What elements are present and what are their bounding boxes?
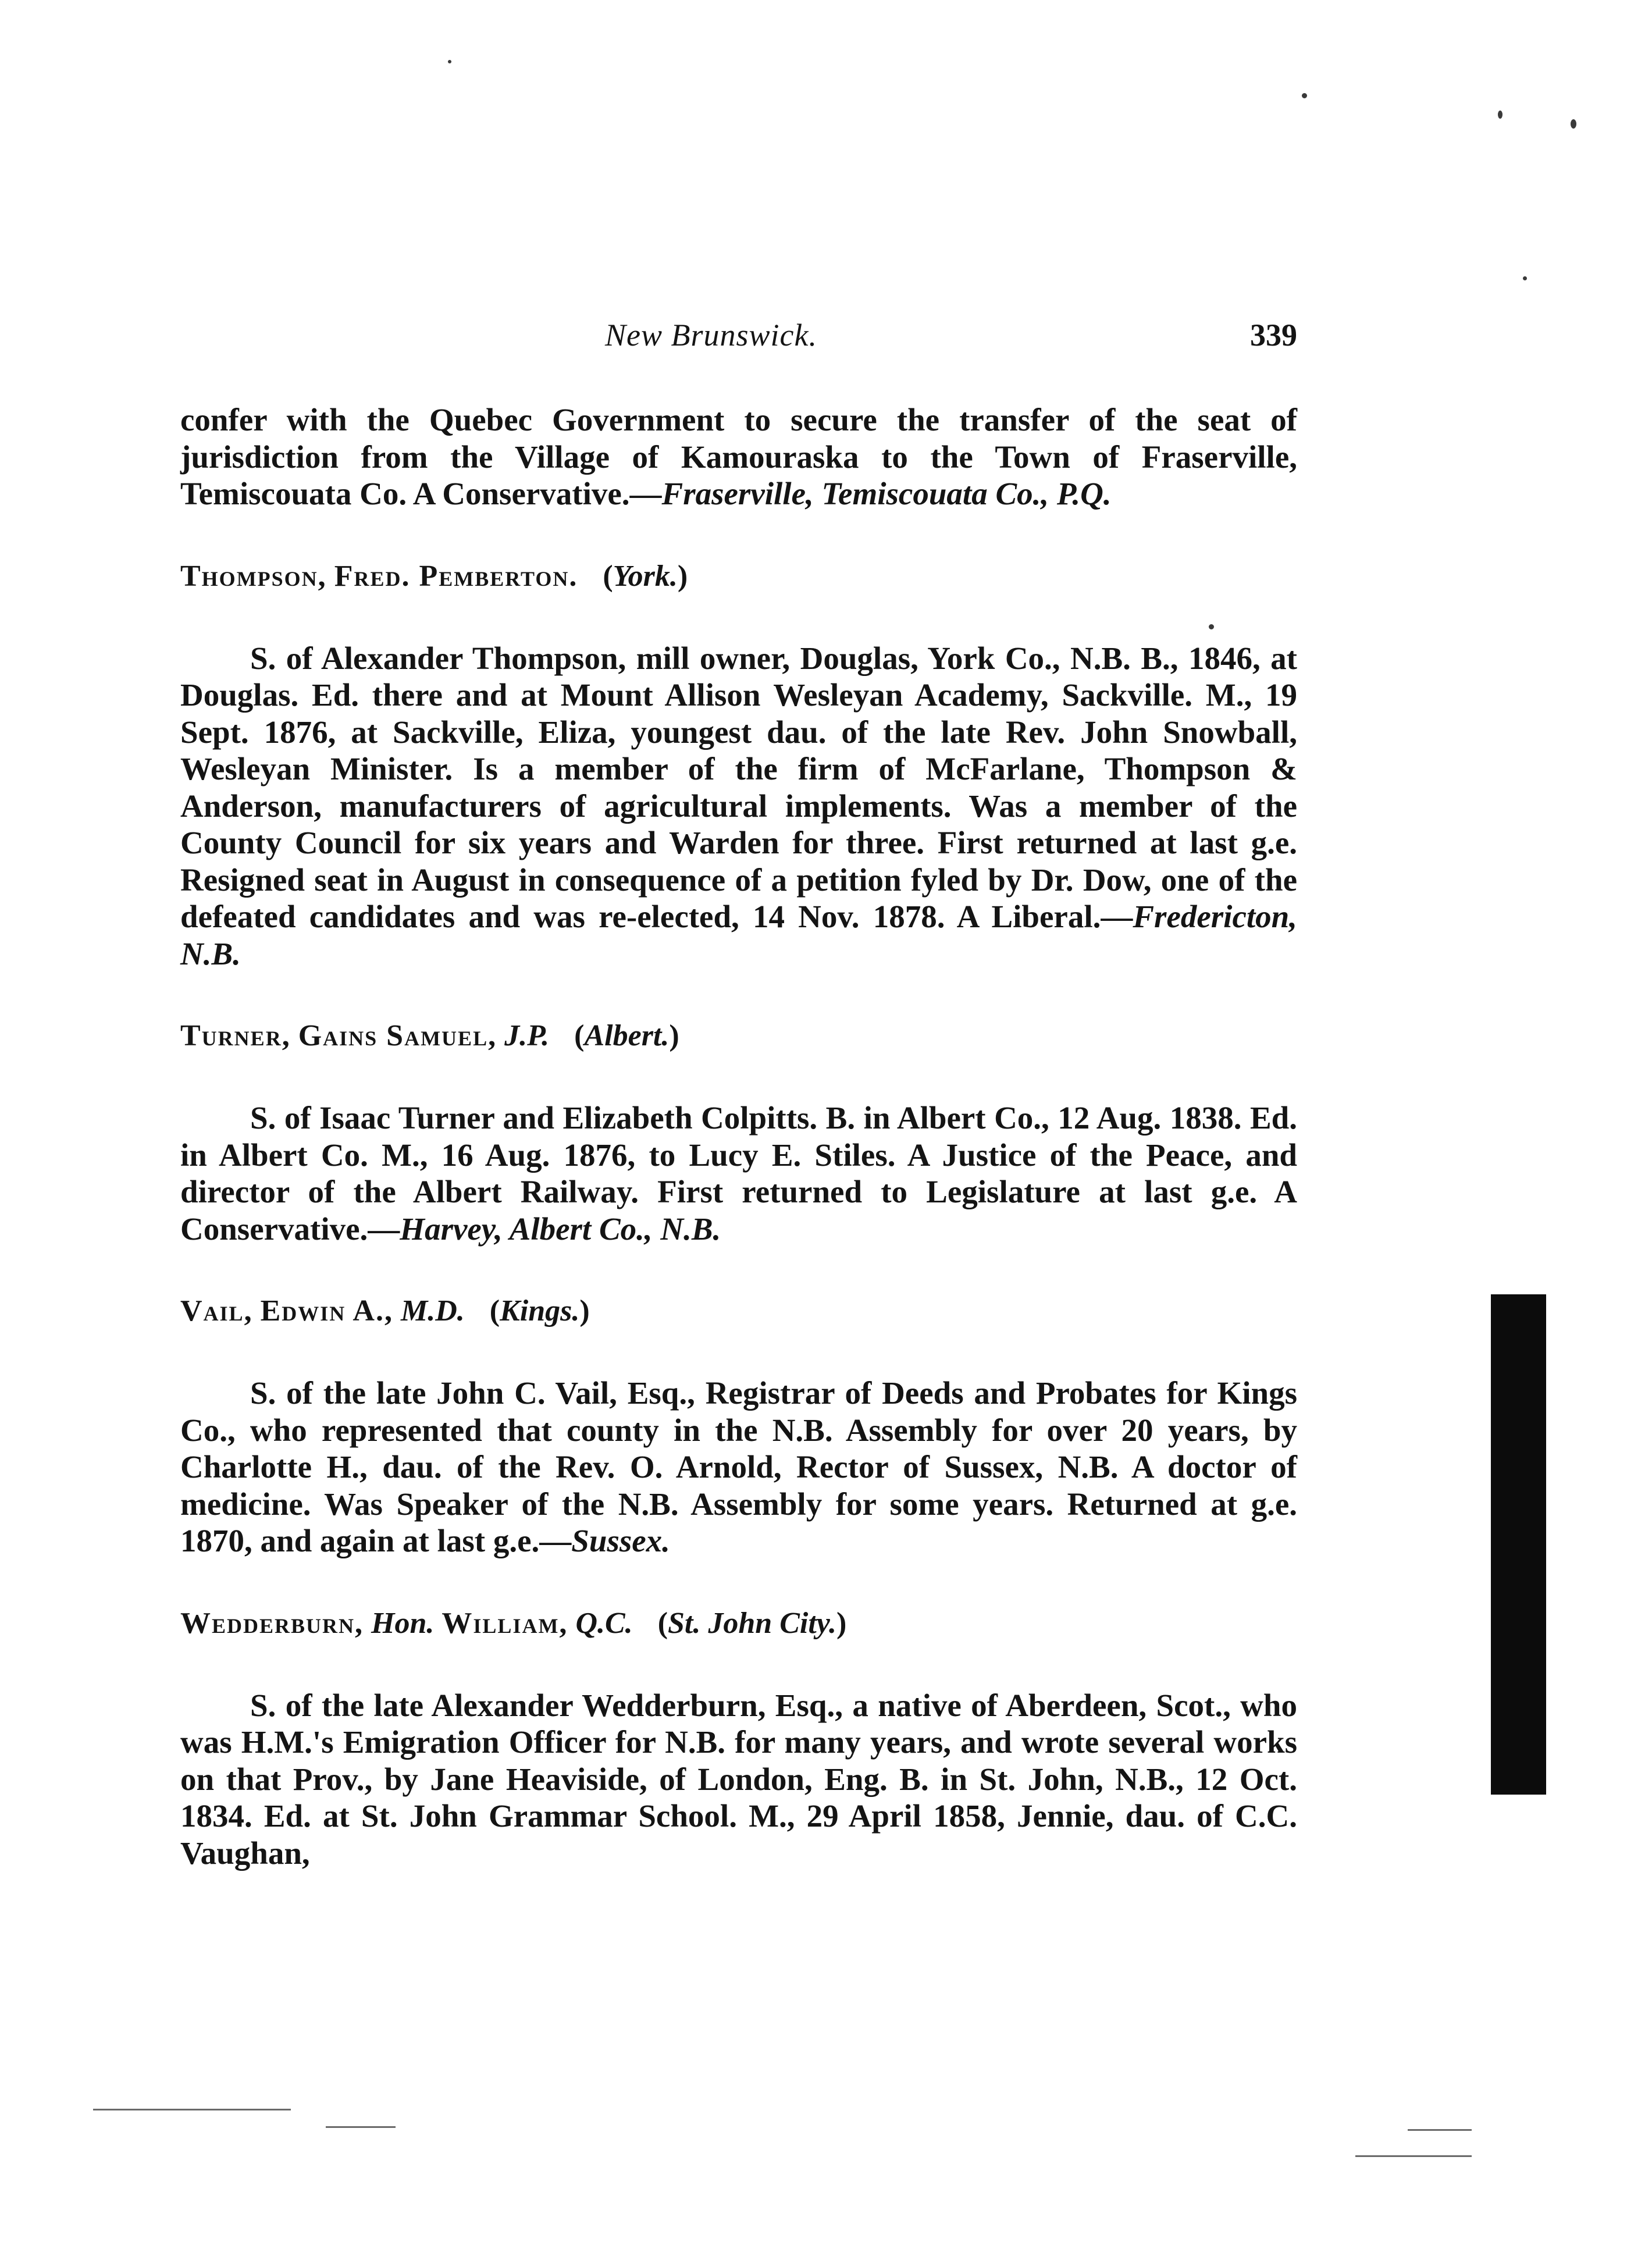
entry-given-name: William, — [442, 1606, 568, 1640]
entry-surname: Turner, — [180, 1019, 291, 1052]
entry-residence: Fredericton, N.B. — [180, 899, 1297, 971]
scan-speck — [448, 60, 451, 63]
entry-constituency: (York.) — [603, 559, 688, 593]
entry-heading-turner — [180, 1017, 1297, 1054]
entry-constituency: (Kings.) — [489, 1294, 590, 1327]
entry-surname: Wedderburn, — [180, 1606, 364, 1640]
constituency-name: York. — [613, 559, 678, 593]
entry-residence: Harvey, Albert Co., N.B. — [400, 1211, 721, 1247]
page-body — [180, 401, 1297, 1871]
scan-noise — [93, 2109, 291, 2110]
scan-speck — [1571, 119, 1576, 129]
scan-speck — [1209, 624, 1214, 629]
entry-heading-vail — [180, 1293, 1297, 1329]
constituency-name: Albert. — [584, 1019, 670, 1052]
entry-paragraph-thompson — [180, 640, 1297, 973]
page-number: 339 — [1250, 318, 1297, 353]
scan-noise — [326, 2126, 396, 2128]
entry-heading-thompson — [180, 558, 1297, 595]
entry-text: S. of Isaac Turner and Elizabeth Colpitts. B. in Albert Co., 12 Aug. 1838. Ed. in Albert Co. M., 16 Aug. 1876, to Lucy E. Stiles. A Justice of the Peace, and director of the Albert Railway. First returned to Legislature at last g.e. A Conservative.— — [180, 1100, 1297, 1247]
entry-paragraph-turner — [180, 1099, 1297, 1247]
entry-surname: Thompson, — [180, 559, 327, 593]
entry-text: S. of the late John C. Vail, Esq., Registrar of Deeds and Probates for Kings Co., who represented that county in the N.B. Assembly for over 20 years, by Charlotte H., dau. of the Rev. O. Arnold, Rector of Sussex, N.B. A doctor of medicine. Was Speaker of the N.B. Assembly for some years. Returned at g.e. 1870, and again at last g.e.— — [180, 1375, 1297, 1558]
entry-paragraph-vail — [180, 1375, 1297, 1560]
entry-given-name: Gains Samuel, — [298, 1019, 497, 1052]
page-header — [180, 317, 1297, 364]
entry-text: S. of Alexander Thompson, mill owner, Douglas, York Co., N.B. B., 1846, at Douglas. Ed. there and at Mount Allison Wesleyan Academy, Sackville. M., 19 Sept. 1876, at Sackville, Eliza, youngest dau. of the late Rev. John Snowball, Wesleyan Minister. Is a member of the firm of McFarlane, Thompson & Anderson, manufacturers of agricultural implements. Was a member of the County Council for six years and Warden for three. First returned at last g.e. Resigned seat in August in consequence of a petition fyled by Dr. Dow, one of the defeated candidates and was re-elected, 14 Nov. 1878. A Liberal.— — [180, 640, 1297, 934]
scan-speck — [1498, 111, 1503, 119]
scan-noise — [1408, 2129, 1472, 2131]
entry-suffix: M.D. — [400, 1294, 465, 1327]
entry-given-name: Edwin A., — [260, 1294, 393, 1327]
entry-residence: Sussex. — [571, 1523, 670, 1558]
scan-speck — [1523, 276, 1527, 280]
entry-constituency: (Albert.) — [574, 1019, 679, 1052]
constituency-name: St. John City. — [668, 1606, 836, 1640]
entry-paragraph-wedderburn — [180, 1687, 1297, 1872]
entry-given-name: Fred. Pemberton. — [334, 559, 578, 593]
entry-suffix: J.P. — [504, 1019, 550, 1052]
entry-surname: Vail, — [180, 1294, 253, 1327]
scan-noise — [1355, 2155, 1472, 2157]
entry-heading-wedderburn — [180, 1605, 1297, 1642]
continuation-text: confer with the Quebec Government to secure the transfer of the seat of jurisdiction from the Village of Kamouraska to the Town of Fraserville, Temiscouata Co. A Conservative.— — [180, 402, 1297, 511]
constituency-name: Kings. — [500, 1294, 580, 1327]
continuation-paragraph — [180, 401, 1297, 512]
scan-speck — [1302, 93, 1307, 98]
entry-text: S. of the late Alexander Wedderburn, Esq., a native of Aberdeen, Scot., who was H.M.'s Emigration Officer for N.B. for many years, and wrote several works on that Prov., by Jane Heaviside, of London, Eng. B. in St. John, N.B., 12 Oct. 1834. Ed. at St. John Grammar School. M., 29 April 1858, Jennie, dau. of C.C. Vaughan, — [180, 1687, 1297, 1871]
running-title: New Brunswick. — [605, 318, 817, 353]
entry-honorific: Hon. — [371, 1606, 435, 1640]
continuation-residence: Fraserville, Temiscouata Co., P.Q. — [661, 476, 1112, 511]
entry-constituency: (St. John City.) — [657, 1606, 847, 1640]
scan-margin-bar — [1491, 1294, 1546, 1795]
entry-suffix: Q.C. — [575, 1606, 633, 1640]
